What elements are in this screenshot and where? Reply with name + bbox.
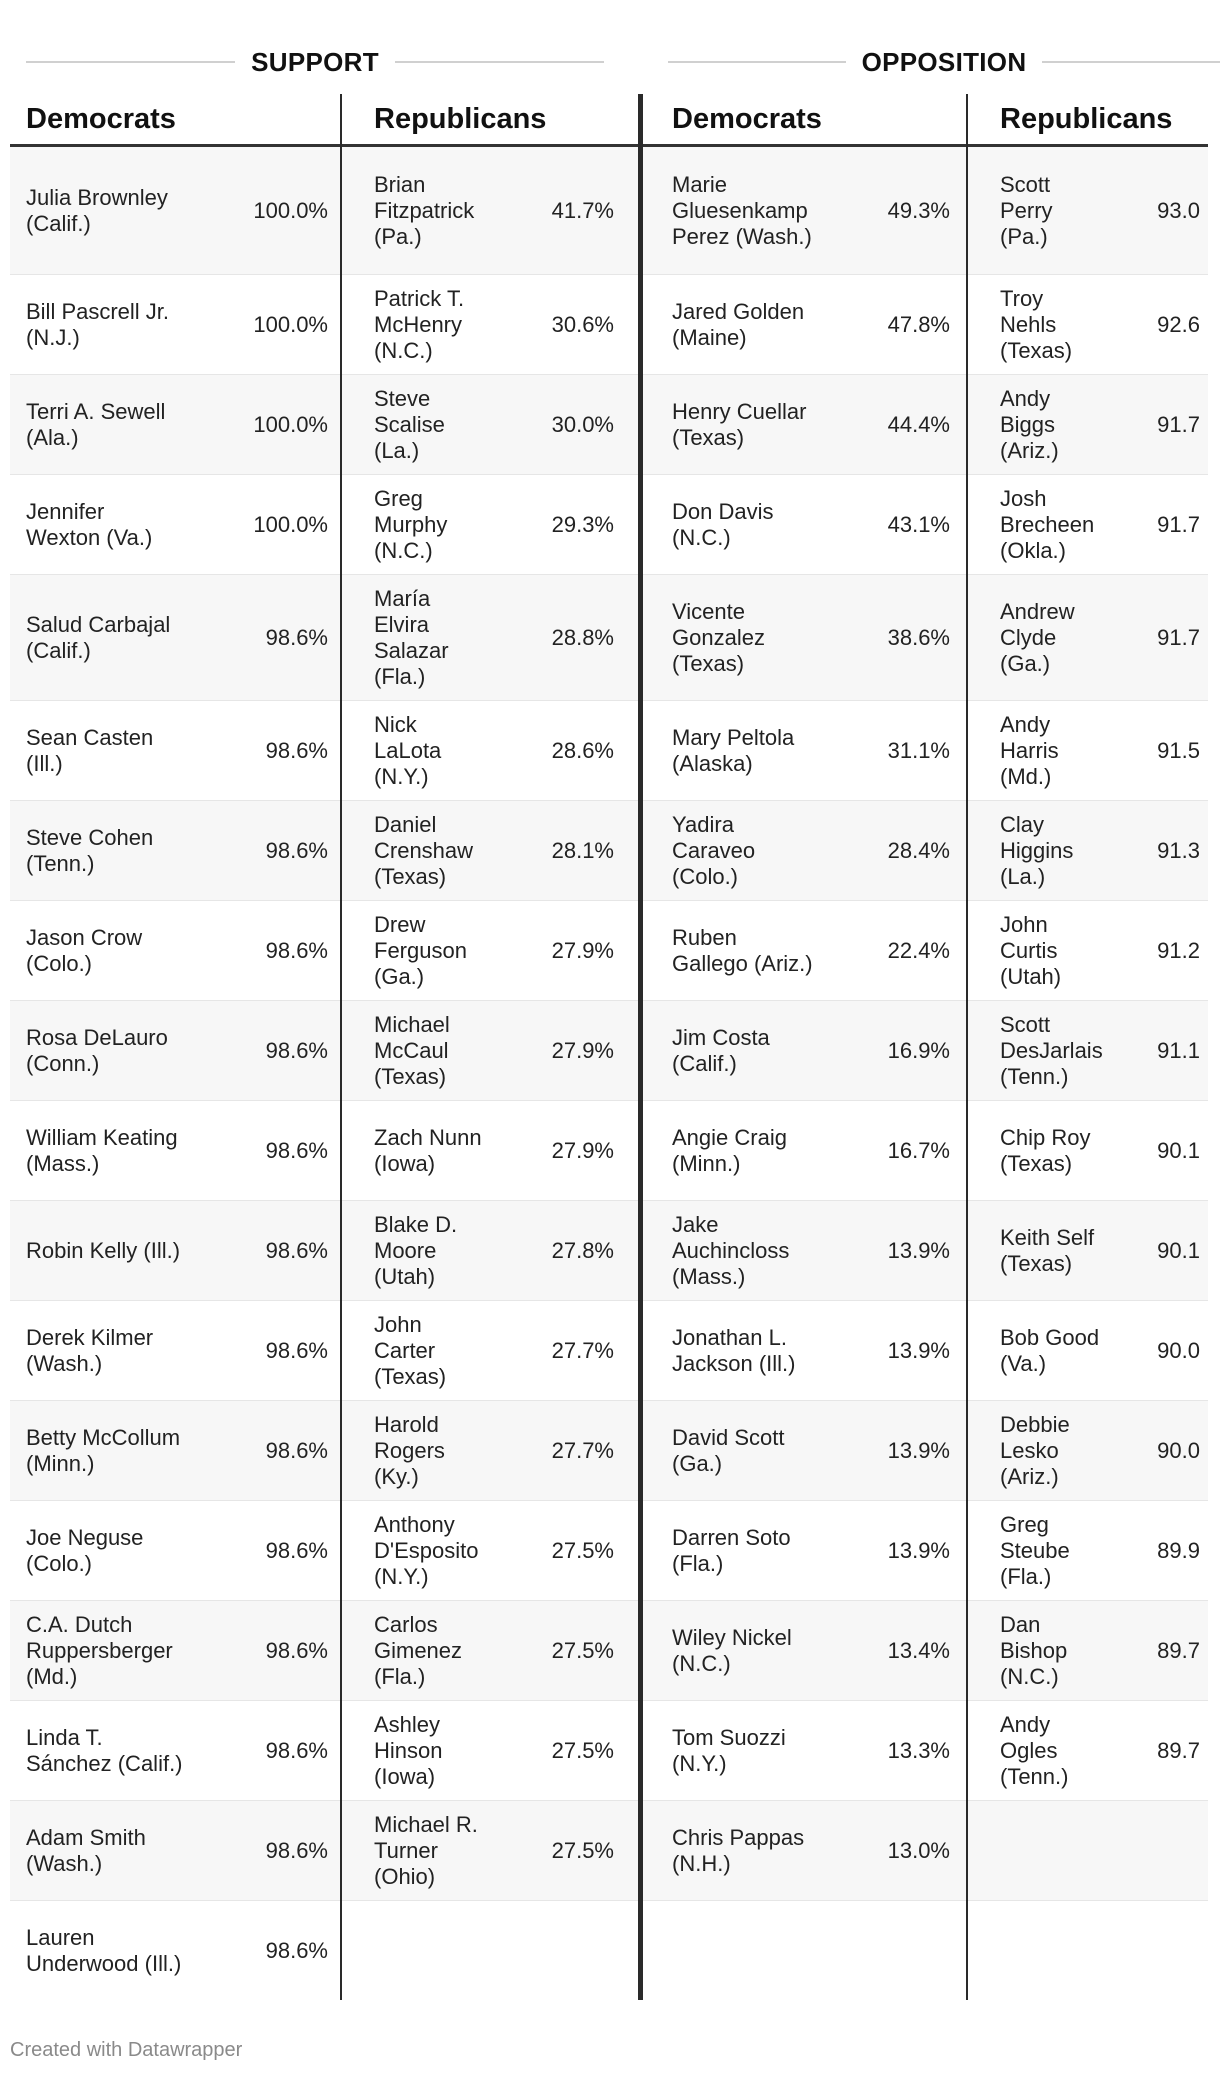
member-name: Henry Cuellar (Texas) <box>672 398 807 450</box>
member-name: Don Davis (N.C.) <box>672 498 774 550</box>
support-percentage: 98.6% <box>265 1137 328 1163</box>
member-name: Andy Ogles (Tenn.) <box>1000 1711 1069 1789</box>
table-row <box>10 1901 340 2000</box>
member-name: Lauren Underwood (Ill.) <box>26 1924 182 1976</box>
table-row <box>342 275 638 375</box>
table-row <box>968 1101 1208 1201</box>
member-name: Wiley Nickel (N.C.) <box>672 1624 792 1676</box>
support-percentage: 29.3% <box>551 511 614 537</box>
table-row <box>342 1401 638 1501</box>
member-name: Julia Brownley (Calif.) <box>26 184 168 236</box>
table-row <box>642 147 966 275</box>
support-percentage: 28.6% <box>551 737 614 763</box>
table-row <box>642 375 966 475</box>
member-name: Patrick T. McHenry (N.C.) <box>374 285 465 363</box>
member-name: Blake D. Moore (Utah) <box>374 1211 458 1289</box>
support-percentage: 27.7% <box>551 1437 614 1463</box>
table-row <box>342 1701 638 1801</box>
member-name: Andy Harris (Md.) <box>1000 711 1059 789</box>
support-percentage: 91.7 <box>1157 511 1200 537</box>
table-row <box>642 1601 966 1701</box>
column-header: Republicans <box>968 94 1208 147</box>
member-name: Drew Ferguson (Ga.) <box>374 911 467 989</box>
member-name: William Keating (Mass.) <box>26 1124 178 1176</box>
member-name: David Scott (Ga.) <box>672 1424 785 1476</box>
member-name: C.A. Dutch Ruppersberger (Md.) <box>26 1611 173 1689</box>
support-percentage: 44.4% <box>887 411 950 437</box>
table-row <box>10 375 340 475</box>
table-row <box>968 1001 1208 1101</box>
member-name: John Carter (Texas) <box>374 1311 447 1389</box>
support-percentage: 91.1 <box>1157 1037 1200 1063</box>
member-name: Michael R. Turner (Ohio) <box>374 1811 478 1889</box>
member-name: Dan Bishop (N.C.) <box>1000 1611 1068 1689</box>
table-row <box>10 1701 340 1801</box>
support-percentage: 98.6% <box>265 1237 328 1263</box>
member-name: Brian Fitzpatrick (Pa.) <box>374 171 475 249</box>
member-name: Bob Good (Va.) <box>1000 1324 1100 1376</box>
table-row <box>642 1101 966 1201</box>
member-name: Anthony D'Esposito (N.Y.) <box>374 1511 479 1589</box>
table-row <box>342 701 638 801</box>
table-row <box>342 1901 638 2000</box>
table-row <box>342 901 638 1001</box>
member-name: Keith Self (Texas) <box>1000 1224 1095 1276</box>
member-name: Jake Auchincloss (Mass.) <box>672 1211 790 1289</box>
table-row <box>642 1401 966 1501</box>
support-percentage: 92.6 <box>1157 311 1200 337</box>
support-percentage: 91.7 <box>1157 411 1200 437</box>
support-percentage: 98.6% <box>265 737 328 763</box>
table-row <box>642 1001 966 1101</box>
member-name: Andy Biggs (Ariz.) <box>1000 385 1059 463</box>
rows <box>968 147 1208 2000</box>
support-title: SUPPORT <box>251 46 379 77</box>
table-row <box>968 275 1208 375</box>
datawrapper-credit: Created with Datawrapper <box>10 2039 243 2061</box>
support-percentage: 89.7 <box>1157 1737 1200 1763</box>
support-percentage: 13.9% <box>887 1337 950 1363</box>
member-name: Linda T. Sánchez (Calif.) <box>26 1724 183 1776</box>
member-name: Robin Kelly (Ill.) <box>26 1237 181 1263</box>
table-row <box>968 1801 1208 1901</box>
support-percentage: 43.1% <box>887 511 950 537</box>
support-percentage: 27.7% <box>551 1337 614 1363</box>
member-name: Carlos Gimenez (Fla.) <box>374 1611 463 1689</box>
member-name: Chris Pappas (N.H.) <box>672 1824 805 1876</box>
support-percentage: 30.0% <box>551 411 614 437</box>
support-percentage: 27.5% <box>551 1637 614 1663</box>
member-name: Troy Nehls (Texas) <box>1000 285 1073 363</box>
support-percentage: 13.9% <box>887 1437 950 1463</box>
member-name: Michael McCaul (Texas) <box>374 1011 450 1089</box>
table-row <box>10 1301 340 1401</box>
member-name: Bill Pascrell Jr. (N.J.) <box>26 298 170 350</box>
support-percentage: 27.5% <box>551 1737 614 1763</box>
member-name: Scott DesJarlais (Tenn.) <box>1000 1011 1103 1089</box>
support-percentage: 13.9% <box>887 1537 950 1563</box>
member-name: Mary Peltola (Alaska) <box>672 724 795 776</box>
support-percentage: 89.9 <box>1157 1537 1200 1563</box>
opposition-right-rule <box>1042 61 1220 63</box>
column-divider <box>340 94 342 2000</box>
table-row <box>10 1201 340 1301</box>
support-percentage: 31.1% <box>887 737 950 763</box>
support-percentage: 90.1 <box>1157 1237 1200 1263</box>
member-name: Sean Casten (Ill.) <box>26 724 154 776</box>
table-row <box>968 1301 1208 1401</box>
table-row <box>10 1501 340 1601</box>
table-row <box>342 1101 638 1201</box>
support-percentage: 27.9% <box>551 1037 614 1063</box>
support-percentage: 27.9% <box>551 937 614 963</box>
support-percentage: 22.4% <box>887 937 950 963</box>
support-percentage: 90.0 <box>1157 1337 1200 1363</box>
member-name: Greg Murphy (N.C.) <box>374 485 448 563</box>
opposition-title: OPPOSITION <box>861 46 1027 77</box>
table-row <box>968 1501 1208 1601</box>
table-row <box>10 475 340 575</box>
support-percentage: 98.6% <box>265 837 328 863</box>
table-row <box>642 701 966 801</box>
member-name: Greg Steube (Fla.) <box>1000 1511 1070 1589</box>
member-name: Andrew Clyde (Ga.) <box>1000 598 1075 676</box>
table-row <box>642 801 966 901</box>
member-name: Jared Golden (Maine) <box>672 298 805 350</box>
table-row <box>968 1901 1208 2000</box>
member-name: Scott Perry (Pa.) <box>1000 171 1053 249</box>
column-header: Democrats <box>642 94 966 147</box>
table-row <box>342 1201 638 1301</box>
support-percentage: 27.9% <box>551 1137 614 1163</box>
support-democrats-column <box>10 94 340 2000</box>
table-row <box>10 1601 340 1701</box>
member-name: Joe Neguse (Colo.) <box>26 1524 144 1576</box>
table-row <box>10 1801 340 1901</box>
support-percentage: 89.7 <box>1157 1637 1200 1663</box>
member-name: Daniel Crenshaw (Texas) <box>374 811 474 889</box>
support-percentage: 16.7% <box>887 1137 950 1163</box>
support-percentage: 28.4% <box>887 837 950 863</box>
support-percentage: 28.8% <box>551 624 614 650</box>
table-row <box>342 801 638 901</box>
table-row <box>342 1501 638 1601</box>
member-name: Jason Crow (Colo.) <box>26 924 143 976</box>
table-row <box>342 1301 638 1401</box>
rows <box>342 147 638 2000</box>
table-row <box>642 475 966 575</box>
table-row <box>10 901 340 1001</box>
support-percentage: 98.6% <box>265 624 328 650</box>
table-row <box>342 475 638 575</box>
support-percentage: 90.0 <box>1157 1437 1200 1463</box>
table-row <box>342 375 638 475</box>
table-row <box>642 275 966 375</box>
support-section-heading <box>26 44 604 80</box>
table-row <box>968 147 1208 275</box>
member-name: Steve Cohen (Tenn.) <box>26 824 154 876</box>
table-row <box>642 1801 966 1901</box>
support-percentage: 13.9% <box>887 1237 950 1263</box>
table-row <box>968 1401 1208 1501</box>
member-name: Chip Roy (Texas) <box>1000 1124 1091 1176</box>
table-row <box>968 475 1208 575</box>
member-name: Jonathan L. Jackson (Ill.) <box>672 1324 796 1376</box>
support-percentage: 98.6% <box>265 1437 328 1463</box>
member-name: Tom Suozzi (N.Y.) <box>672 1724 786 1776</box>
table-row <box>968 375 1208 475</box>
support-percentage: 98.6% <box>265 1937 328 1963</box>
member-name: Derek Kilmer (Wash.) <box>26 1324 154 1376</box>
member-name: Terri A. Sewell (Ala.) <box>26 398 166 450</box>
support-left-rule <box>26 61 235 63</box>
member-name: Nick LaLota (N.Y.) <box>374 711 442 789</box>
table-row <box>342 1801 638 1901</box>
support-percentage: 98.6% <box>265 1037 328 1063</box>
member-name: Jennifer Wexton (Va.) <box>26 498 153 550</box>
table-row <box>342 1601 638 1701</box>
member-name: Josh Brecheen (Okla.) <box>1000 485 1095 563</box>
rows <box>642 147 966 2000</box>
table-row <box>10 275 340 375</box>
member-name: Clay Higgins (La.) <box>1000 811 1074 889</box>
member-name: Rosa DeLauro (Conn.) <box>26 1024 168 1076</box>
support-percentage: 16.9% <box>887 1037 950 1063</box>
table-row <box>642 1501 966 1601</box>
column-header: Republicans <box>342 94 638 147</box>
member-name: Salud Carbajal (Calif.) <box>26 611 171 663</box>
support-percentage: 41.7% <box>551 197 614 223</box>
member-name: María Elvira Salazar (Fla.) <box>374 585 449 689</box>
opposition-left-rule <box>668 61 846 63</box>
member-name: Ashley Hinson (Iowa) <box>374 1711 443 1789</box>
support-percentage: 47.8% <box>887 311 950 337</box>
table-row <box>342 147 638 275</box>
table-row <box>642 1701 966 1801</box>
member-name: Darren Soto (Fla.) <box>672 1524 791 1576</box>
support-republicans-column <box>342 94 638 2000</box>
support-percentage: 93.0 <box>1157 197 1200 223</box>
support-percentage: 98.6% <box>265 937 328 963</box>
column-divider <box>966 94 968 2000</box>
support-percentage: 27.8% <box>551 1237 614 1263</box>
section-divider <box>638 94 643 2000</box>
support-percentage: 91.5 <box>1157 737 1200 763</box>
support-percentage: 98.6% <box>265 1637 328 1663</box>
table-row <box>10 147 340 275</box>
table-row <box>342 1001 638 1101</box>
table-row <box>968 575 1208 701</box>
support-percentage: 100.0% <box>253 197 328 223</box>
support-percentage: 100.0% <box>253 311 328 337</box>
opposition-republicans-column <box>968 94 1208 2000</box>
table-row <box>968 801 1208 901</box>
support-right-rule <box>395 61 604 63</box>
table-row <box>10 1001 340 1101</box>
member-name: John Curtis (Utah) <box>1000 911 1062 989</box>
support-percentage: 91.7 <box>1157 624 1200 650</box>
support-percentage: 98.6% <box>265 1737 328 1763</box>
support-percentage: 49.3% <box>887 197 950 223</box>
support-percentage: 100.0% <box>253 411 328 437</box>
member-name: Zach Nunn (Iowa) <box>374 1124 482 1176</box>
member-name: Angie Craig (Minn.) <box>672 1124 787 1176</box>
member-name: Jim Costa (Calif.) <box>672 1024 770 1076</box>
table-row <box>968 1601 1208 1701</box>
support-percentage: 28.1% <box>551 837 614 863</box>
table-row <box>642 1901 966 2000</box>
table-row <box>642 1201 966 1301</box>
support-percentage: 91.2 <box>1157 937 1200 963</box>
support-percentage: 98.6% <box>265 1337 328 1363</box>
member-name: Yadira Caraveo (Colo.) <box>672 811 756 889</box>
rows <box>10 147 340 2000</box>
member-name: Harold Rogers (Ky.) <box>374 1411 445 1489</box>
support-percentage: 13.3% <box>887 1737 950 1763</box>
table-row <box>10 575 340 701</box>
support-percentage: 38.6% <box>887 624 950 650</box>
table-row <box>642 901 966 1001</box>
table-row <box>968 901 1208 1001</box>
table-row <box>968 701 1208 801</box>
support-percentage: 27.5% <box>551 1537 614 1563</box>
support-percentage: 13.0% <box>887 1837 950 1863</box>
member-name: Debbie Lesko (Ariz.) <box>1000 1411 1070 1489</box>
support-percentage: 91.3 <box>1157 837 1200 863</box>
table-row <box>10 1401 340 1501</box>
support-percentage: 98.6% <box>265 1537 328 1563</box>
support-percentage: 100.0% <box>253 511 328 537</box>
table-row <box>968 1201 1208 1301</box>
support-percentage: 30.6% <box>551 311 614 337</box>
member-name: Vicente Gonzalez (Texas) <box>672 598 765 676</box>
support-percentage: 27.5% <box>551 1837 614 1863</box>
member-name: Marie Gluesenkamp Perez (Wash.) <box>672 171 812 249</box>
member-name: Steve Scalise (La.) <box>374 385 445 463</box>
member-name: Adam Smith (Wash.) <box>26 1824 146 1876</box>
table-row <box>642 575 966 701</box>
table-row <box>10 801 340 901</box>
member-name: Betty McCollum (Minn.) <box>26 1424 181 1476</box>
column-header: Democrats <box>10 94 340 147</box>
support-percentage: 13.4% <box>887 1637 950 1663</box>
opposition-section-heading <box>668 44 1220 80</box>
table-row <box>10 1101 340 1201</box>
table-row <box>968 1701 1208 1801</box>
table-row <box>642 1301 966 1401</box>
opposition-democrats-column <box>642 94 966 2000</box>
table-row <box>342 575 638 701</box>
support-percentage: 98.6% <box>265 1837 328 1863</box>
support-percentage: 90.1 <box>1157 1137 1200 1163</box>
table-row <box>10 701 340 801</box>
member-name: Ruben Gallego (Ariz.) <box>672 924 813 976</box>
